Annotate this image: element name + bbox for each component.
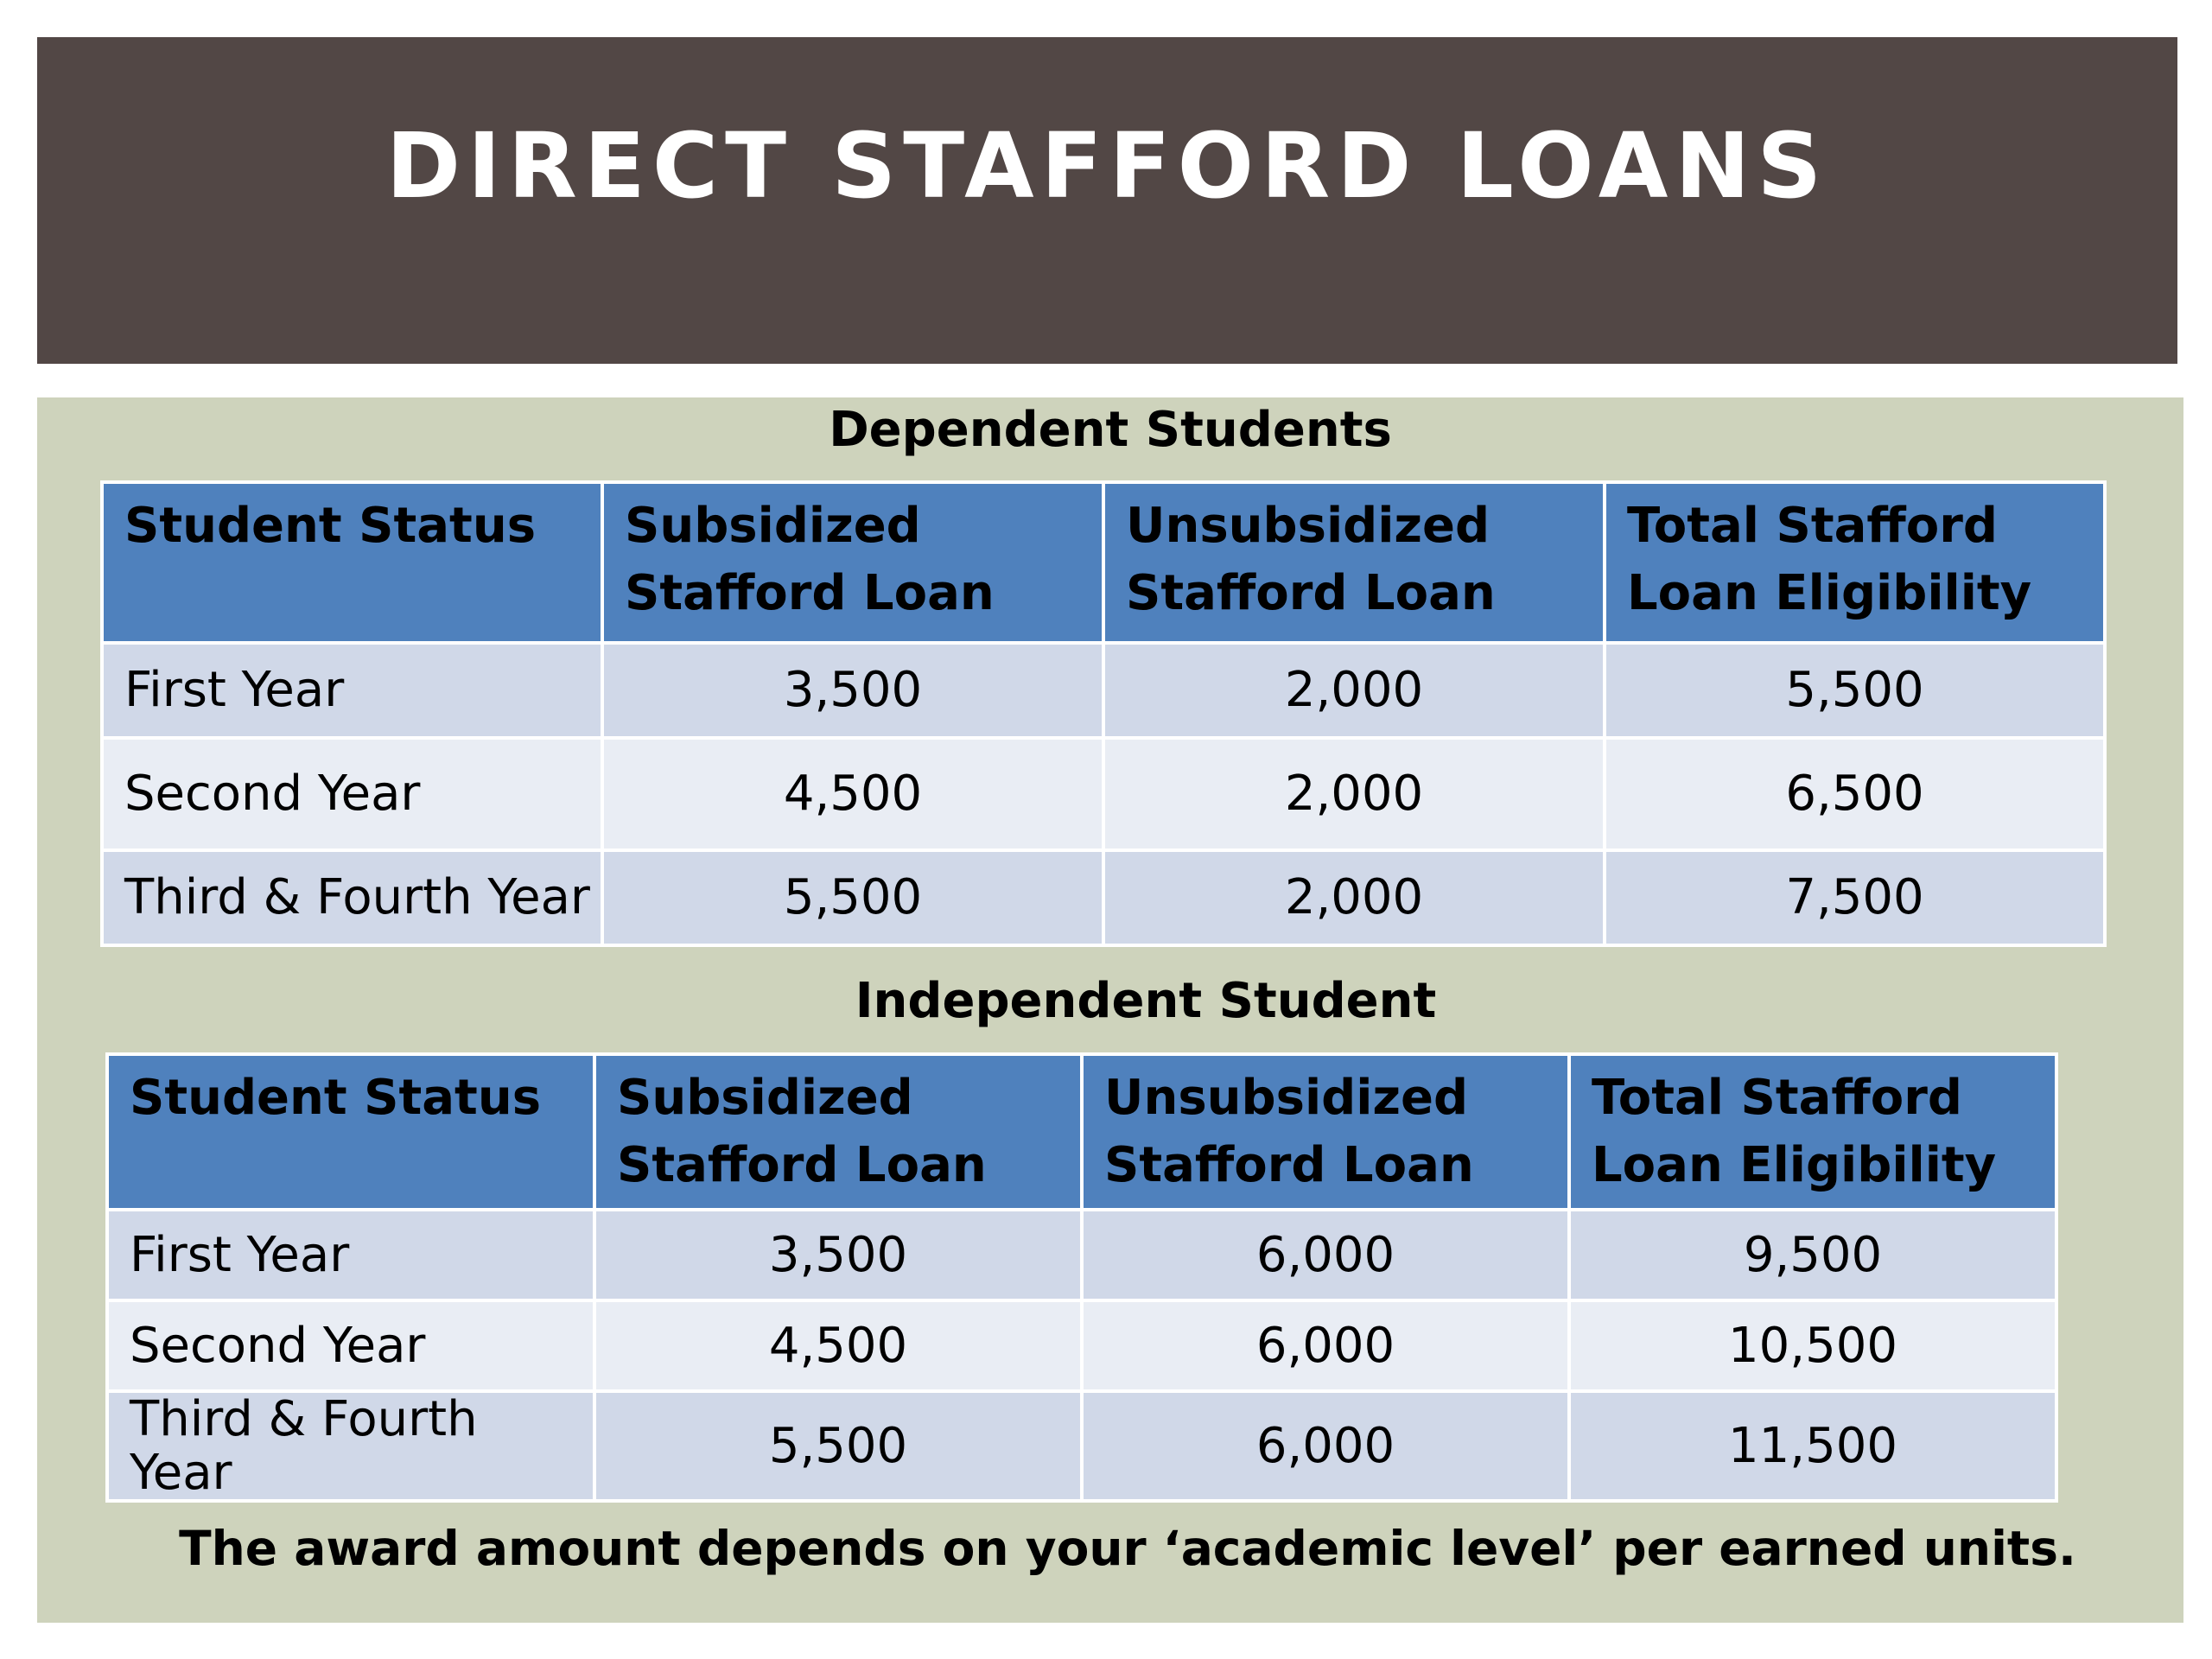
- unsubsidized-amount-cell: 2,000: [1103, 850, 1605, 945]
- table-row: [107, 1210, 2056, 1300]
- unsubsidized-amount-cell: 2,000: [1103, 643, 1605, 738]
- table-header-row: [107, 1054, 2056, 1210]
- student-status-cell: First Year: [107, 1210, 594, 1300]
- table-row: [102, 738, 2105, 850]
- column-header-subsidized: Subsidized Stafford Loan: [594, 1054, 1082, 1210]
- student-status-cell: Second Year: [107, 1300, 594, 1391]
- unsubsidized-amount-cell: 6,000: [1082, 1391, 1569, 1501]
- unsubsidized-amount-cell: 6,000: [1082, 1300, 1569, 1391]
- unsubsidized-amount-cell: 6,000: [1082, 1210, 1569, 1300]
- subsidized-amount-cell: 3,500: [602, 643, 1103, 738]
- total-eligibility-cell: 10,500: [1569, 1300, 2056, 1391]
- student-status-cell: First Year: [102, 643, 602, 738]
- table-row: [107, 1391, 2056, 1501]
- column-header-student-status: Student Status: [102, 482, 602, 643]
- subsidized-amount-cell: 5,500: [602, 850, 1103, 945]
- total-eligibility-cell: 7,500: [1605, 850, 2105, 945]
- column-header-unsubsidized: Unsubsidized Stafford Loan: [1082, 1054, 1569, 1210]
- subsidized-amount-cell: 4,500: [594, 1300, 1082, 1391]
- dependent-students-table: [100, 480, 2107, 947]
- student-status-cell: Third & Fourth Year: [107, 1391, 594, 1501]
- column-header-total-eligibility: Total Stafford Loan Eligibility: [1569, 1054, 2056, 1210]
- total-eligibility-cell: 9,500: [1569, 1210, 2056, 1300]
- student-status-cell: Second Year: [102, 738, 602, 850]
- footnote-text: The award amount depends on your ‘academic level’ per earned units.: [179, 1521, 2076, 1576]
- subsidized-amount-cell: 4,500: [602, 738, 1103, 850]
- column-header-total-eligibility: Total Stafford Loan Eligibility: [1605, 482, 2105, 643]
- dependent-students-heading: Dependent Students: [829, 402, 1392, 458]
- slide-title: DIRECT STAFFORD LOANS: [385, 113, 1829, 219]
- total-eligibility-cell: 6,500: [1605, 738, 2105, 850]
- unsubsidized-amount-cell: 2,000: [1103, 738, 1605, 850]
- subsidized-amount-cell: 3,500: [594, 1210, 1082, 1300]
- column-header-subsidized: Subsidized Stafford Loan: [602, 482, 1103, 643]
- column-header-unsubsidized: Unsubsidized Stafford Loan: [1103, 482, 1605, 643]
- total-eligibility-cell: 11,500: [1569, 1391, 2056, 1501]
- table-header-row: [102, 482, 2105, 643]
- table-row: [107, 1300, 2056, 1391]
- table-row: [102, 850, 2105, 945]
- table-row: [102, 643, 2105, 738]
- column-header-student-status: Student Status: [107, 1054, 594, 1210]
- independent-student-table: [105, 1052, 2058, 1503]
- student-status-cell: Third & Fourth Year: [102, 850, 602, 945]
- independent-student-heading: Independent Student: [855, 973, 1437, 1029]
- content-panel: [37, 397, 2183, 1623]
- title-banner: [37, 37, 2177, 364]
- total-eligibility-cell: 5,500: [1605, 643, 2105, 738]
- subsidized-amount-cell: 5,500: [594, 1391, 1082, 1501]
